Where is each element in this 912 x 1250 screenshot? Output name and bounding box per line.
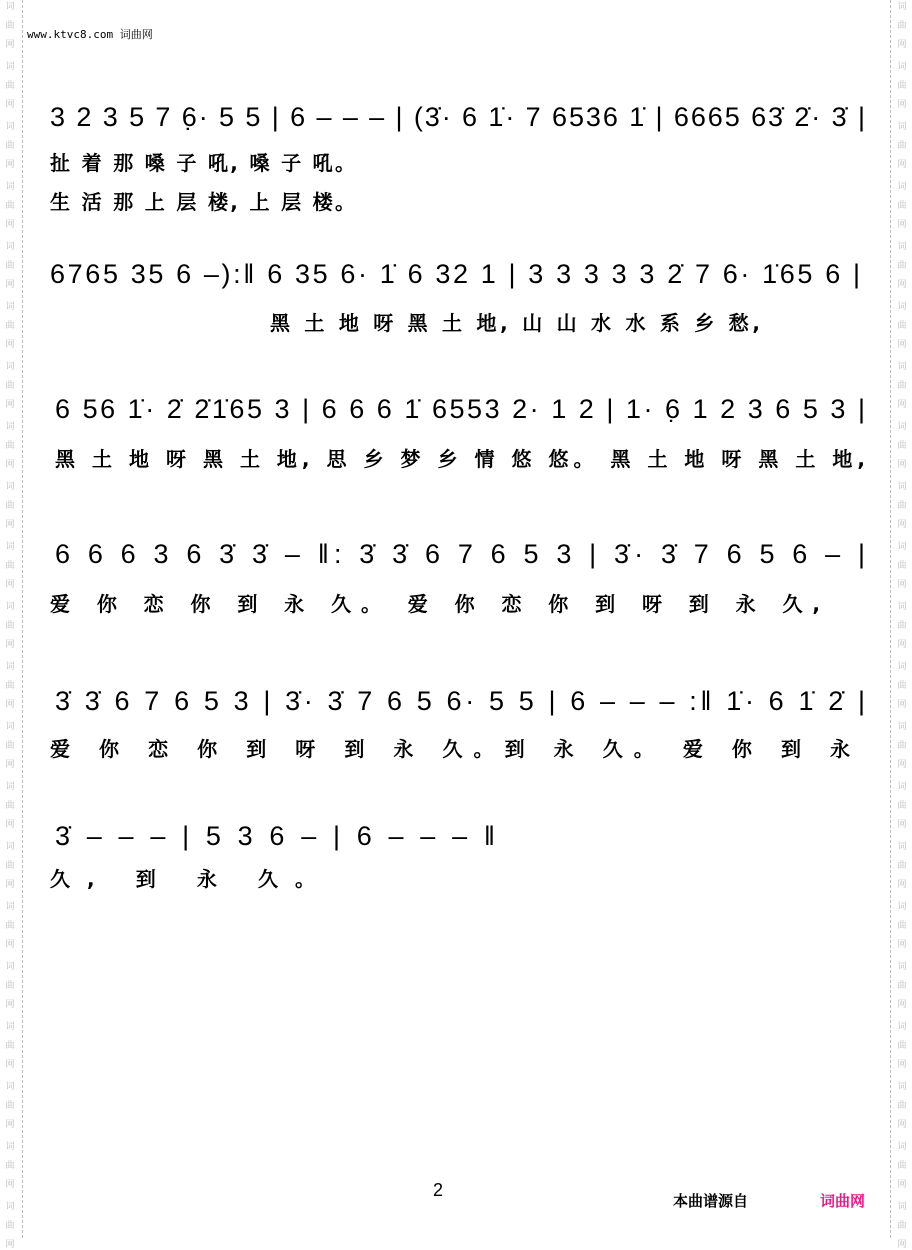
page-number: 2 <box>433 1180 444 1200</box>
watermark-char: 词 <box>5 782 15 792</box>
watermark-char: 网 <box>5 340 15 350</box>
lyric-line-3: 黑 土 地 呀 黑 土 地, 思 乡 梦 乡 情 悠 悠。 黑 土 地 呀 黑 土 地, <box>55 447 865 471</box>
watermark-char: 网 <box>5 580 15 590</box>
watermark-char: 曲 <box>5 1161 15 1171</box>
watermark-char: 词 <box>897 62 907 72</box>
watermark-char: 词 <box>5 962 15 972</box>
watermark-char: 网 <box>897 700 907 710</box>
watermark-char: 曲 <box>897 261 907 271</box>
watermark-char: 曲 <box>5 1101 15 1111</box>
watermark-char: 曲 <box>5 81 15 91</box>
watermark-char: 词 <box>897 122 907 132</box>
watermark-char: 网 <box>5 280 15 290</box>
watermark-char: 网 <box>5 940 15 950</box>
watermark-char: 网 <box>897 1180 907 1190</box>
watermark-char: 曲 <box>897 561 907 571</box>
watermark-char: 曲 <box>897 681 907 691</box>
watermark-char: 词 <box>5 422 15 432</box>
watermark-char: 词 <box>5 482 15 492</box>
watermark-char: 词 <box>897 302 907 312</box>
watermark-char: 曲 <box>5 201 15 211</box>
watermark-char: 词 <box>5 1082 15 1092</box>
watermark-char: 词 <box>897 362 907 372</box>
watermark-char: 词 <box>897 782 907 792</box>
watermark-char: 网 <box>897 220 907 230</box>
watermark-char: 词 <box>897 602 907 612</box>
music-line-2: 6765 35 6 –):‖ 6 35 6· 1̇ 6 32 1 | 3 3 3 3 3 2̇ 7 6· 1̇65 6 | <box>50 259 860 289</box>
watermark-char: 词 <box>897 482 907 492</box>
watermark-char: 词 <box>5 362 15 372</box>
watermark-char: 网 <box>5 700 15 710</box>
watermark-char: 网 <box>5 520 15 530</box>
watermark-char: 词 <box>897 962 907 972</box>
watermark-char: 曲 <box>5 561 15 571</box>
lyric-line-1b: 生 活 那 上 层 楼, 上 层 楼。 <box>50 190 355 214</box>
watermark-char: 词 <box>5 1022 15 1032</box>
watermark-char: 网 <box>5 100 15 110</box>
watermark-char: 曲 <box>897 1101 907 1111</box>
watermark-char: 曲 <box>897 861 907 871</box>
watermark-char: 曲 <box>897 21 907 31</box>
watermark-char: 曲 <box>897 381 907 391</box>
watermark-char: 网 <box>5 760 15 770</box>
watermark-char: 词 <box>897 902 907 912</box>
watermark-char: 网 <box>897 460 907 470</box>
watermark-char: 词 <box>5 1202 15 1212</box>
watermark-char: 网 <box>897 1120 907 1130</box>
watermark-char: 网 <box>897 940 907 950</box>
music-line-6: 3̇ – – – | 5 3 6 – | 6 – – – ‖ <box>55 821 495 851</box>
watermark-char: 曲 <box>897 801 907 811</box>
watermark-char: 曲 <box>897 921 907 931</box>
watermark-char: 词 <box>5 122 15 132</box>
watermark-char: 词 <box>897 842 907 852</box>
watermark-char: 词 <box>5 542 15 552</box>
site-header: www.ktvc8.com 词曲网 <box>27 28 153 41</box>
watermark-char: 网 <box>5 160 15 170</box>
watermark-char: 网 <box>897 820 907 830</box>
music-line-3: 6 56 1̇· 2̇ 2̇1̇65 3 | 6 6 6 1̇ 6553 2· 1 2 | 1· 6̣ 1 2 3 6 5 3 | <box>55 394 865 424</box>
watermark-char: 曲 <box>897 501 907 511</box>
watermark-char: 曲 <box>5 441 15 451</box>
watermark-char: 网 <box>897 1240 907 1250</box>
lyric-line-5: 爱 你 恋 你 到 呀 到 永 久。到 永 久。 爱 你 到 永 <box>50 737 850 761</box>
watermark-char: 词 <box>5 602 15 612</box>
source-site-link[interactable]: 词曲网 <box>820 1192 866 1210</box>
watermark-char: 曲 <box>897 201 907 211</box>
watermark-char: 曲 <box>897 621 907 631</box>
watermark-char: 网 <box>5 820 15 830</box>
watermark-char: 曲 <box>5 801 15 811</box>
watermark-char: 词 <box>5 1142 15 1152</box>
watermark-char: 词 <box>5 242 15 252</box>
watermark-char: 词 <box>5 662 15 672</box>
watermark-char: 网 <box>897 580 907 590</box>
watermark-char: 曲 <box>897 1041 907 1051</box>
watermark-char: 网 <box>897 1060 907 1070</box>
watermark-char: 网 <box>897 160 907 170</box>
watermark-char: 网 <box>897 1000 907 1010</box>
watermark-char: 网 <box>5 1240 15 1250</box>
watermark-char: 曲 <box>5 261 15 271</box>
watermark-char: 网 <box>5 1180 15 1190</box>
watermark-char: 词 <box>897 1082 907 1092</box>
watermark-char: 曲 <box>5 321 15 331</box>
watermark-char: 网 <box>897 40 907 50</box>
music-line-1: 3 2 3 5 7 6̣· 5 5 | 6 – – – | (3̇· 6 1̇· 7 6536 1̇ | 6665 63̇ 2̇· 3̇ | <box>50 102 866 132</box>
watermark-char: 词 <box>897 722 907 732</box>
watermark-char: 曲 <box>5 981 15 991</box>
watermark-char: 曲 <box>5 1041 15 1051</box>
watermark-char: 网 <box>897 640 907 650</box>
watermark-char: 网 <box>5 1000 15 1010</box>
watermark-char: 曲 <box>5 621 15 631</box>
lyric-line-1a: 扯 着 那 嗓 子 吼, 嗓 子 吼。 <box>50 151 355 175</box>
watermark-char: 词 <box>897 242 907 252</box>
watermark-char: 曲 <box>5 501 15 511</box>
lyric-line-6: 久, 到 永 久。 <box>50 867 315 891</box>
watermark-char: 词 <box>897 2 907 12</box>
watermark-char: 词 <box>5 302 15 312</box>
watermark-char: 曲 <box>5 21 15 31</box>
watermark-char: 网 <box>5 1120 15 1130</box>
watermark-char: 词 <box>5 2 15 12</box>
watermark-char: 词 <box>897 1022 907 1032</box>
watermark-char: 网 <box>897 340 907 350</box>
watermark-char: 曲 <box>897 441 907 451</box>
watermark-char: 词 <box>5 722 15 732</box>
watermark-char: 网 <box>5 640 15 650</box>
watermark-char: 网 <box>897 760 907 770</box>
watermark-char: 词 <box>897 182 907 192</box>
watermark-char: 曲 <box>897 141 907 151</box>
watermark-char: 曲 <box>897 1221 907 1231</box>
watermark-char: 词 <box>897 422 907 432</box>
watermark-char: 词 <box>5 182 15 192</box>
watermark-char: 网 <box>897 880 907 890</box>
watermark-char: 曲 <box>897 81 907 91</box>
watermark-char: 网 <box>5 460 15 470</box>
watermark-char: 曲 <box>5 681 15 691</box>
music-line-4: 6 6 6 3 6 3̇ 3̇ – ‖: 3̇ 3̇ 6 7 6 5 3 | 3̇· 3̇ 7 6 5 6 – | <box>55 539 865 569</box>
watermark-char: 网 <box>897 520 907 530</box>
watermark-char: 曲 <box>5 141 15 151</box>
watermark-char: 词 <box>5 902 15 912</box>
watermark-char: 网 <box>5 40 15 50</box>
watermark-char: 词 <box>5 842 15 852</box>
watermark-char: 网 <box>897 400 907 410</box>
lyric-line-4: 爱 你 恋 你 到 永 久。 爱 你 恋 你 到 呀 到 永 久, <box>50 592 820 616</box>
watermark-char: 曲 <box>5 921 15 931</box>
watermark-char: 曲 <box>897 321 907 331</box>
watermark-char: 网 <box>5 880 15 890</box>
watermark-char: 曲 <box>5 861 15 871</box>
watermark-char: 网 <box>897 280 907 290</box>
music-line-5: 3̇ 3̇ 6 7 6 5 3 | 3̇· 3̇ 7 6 5 6· 5 5 | 6 – – – :‖ 1̇· 6 1̇ 2̇ | <box>55 686 866 716</box>
watermark-char: 曲 <box>5 381 15 391</box>
watermark-char: 曲 <box>897 1161 907 1171</box>
lyric-line-2: 黑 土 地 呀 黑 土 地, 山 山 水 水 系 乡 愁, <box>270 311 760 335</box>
watermark-char: 词 <box>897 542 907 552</box>
watermark-char: 词 <box>897 1202 907 1212</box>
watermark-char: 网 <box>897 100 907 110</box>
watermark-char: 词 <box>897 662 907 672</box>
watermark-char: 网 <box>5 1060 15 1070</box>
watermark-char: 曲 <box>5 741 15 751</box>
watermark-char: 曲 <box>5 1221 15 1231</box>
watermark-char: 词 <box>5 62 15 72</box>
watermark-char: 曲 <box>897 981 907 991</box>
watermark-char: 网 <box>5 220 15 230</box>
watermark-char: 词 <box>897 1142 907 1152</box>
watermark-char: 曲 <box>897 741 907 751</box>
source-label: 本曲谱源自 <box>673 1192 749 1210</box>
watermark-char: 网 <box>5 400 15 410</box>
